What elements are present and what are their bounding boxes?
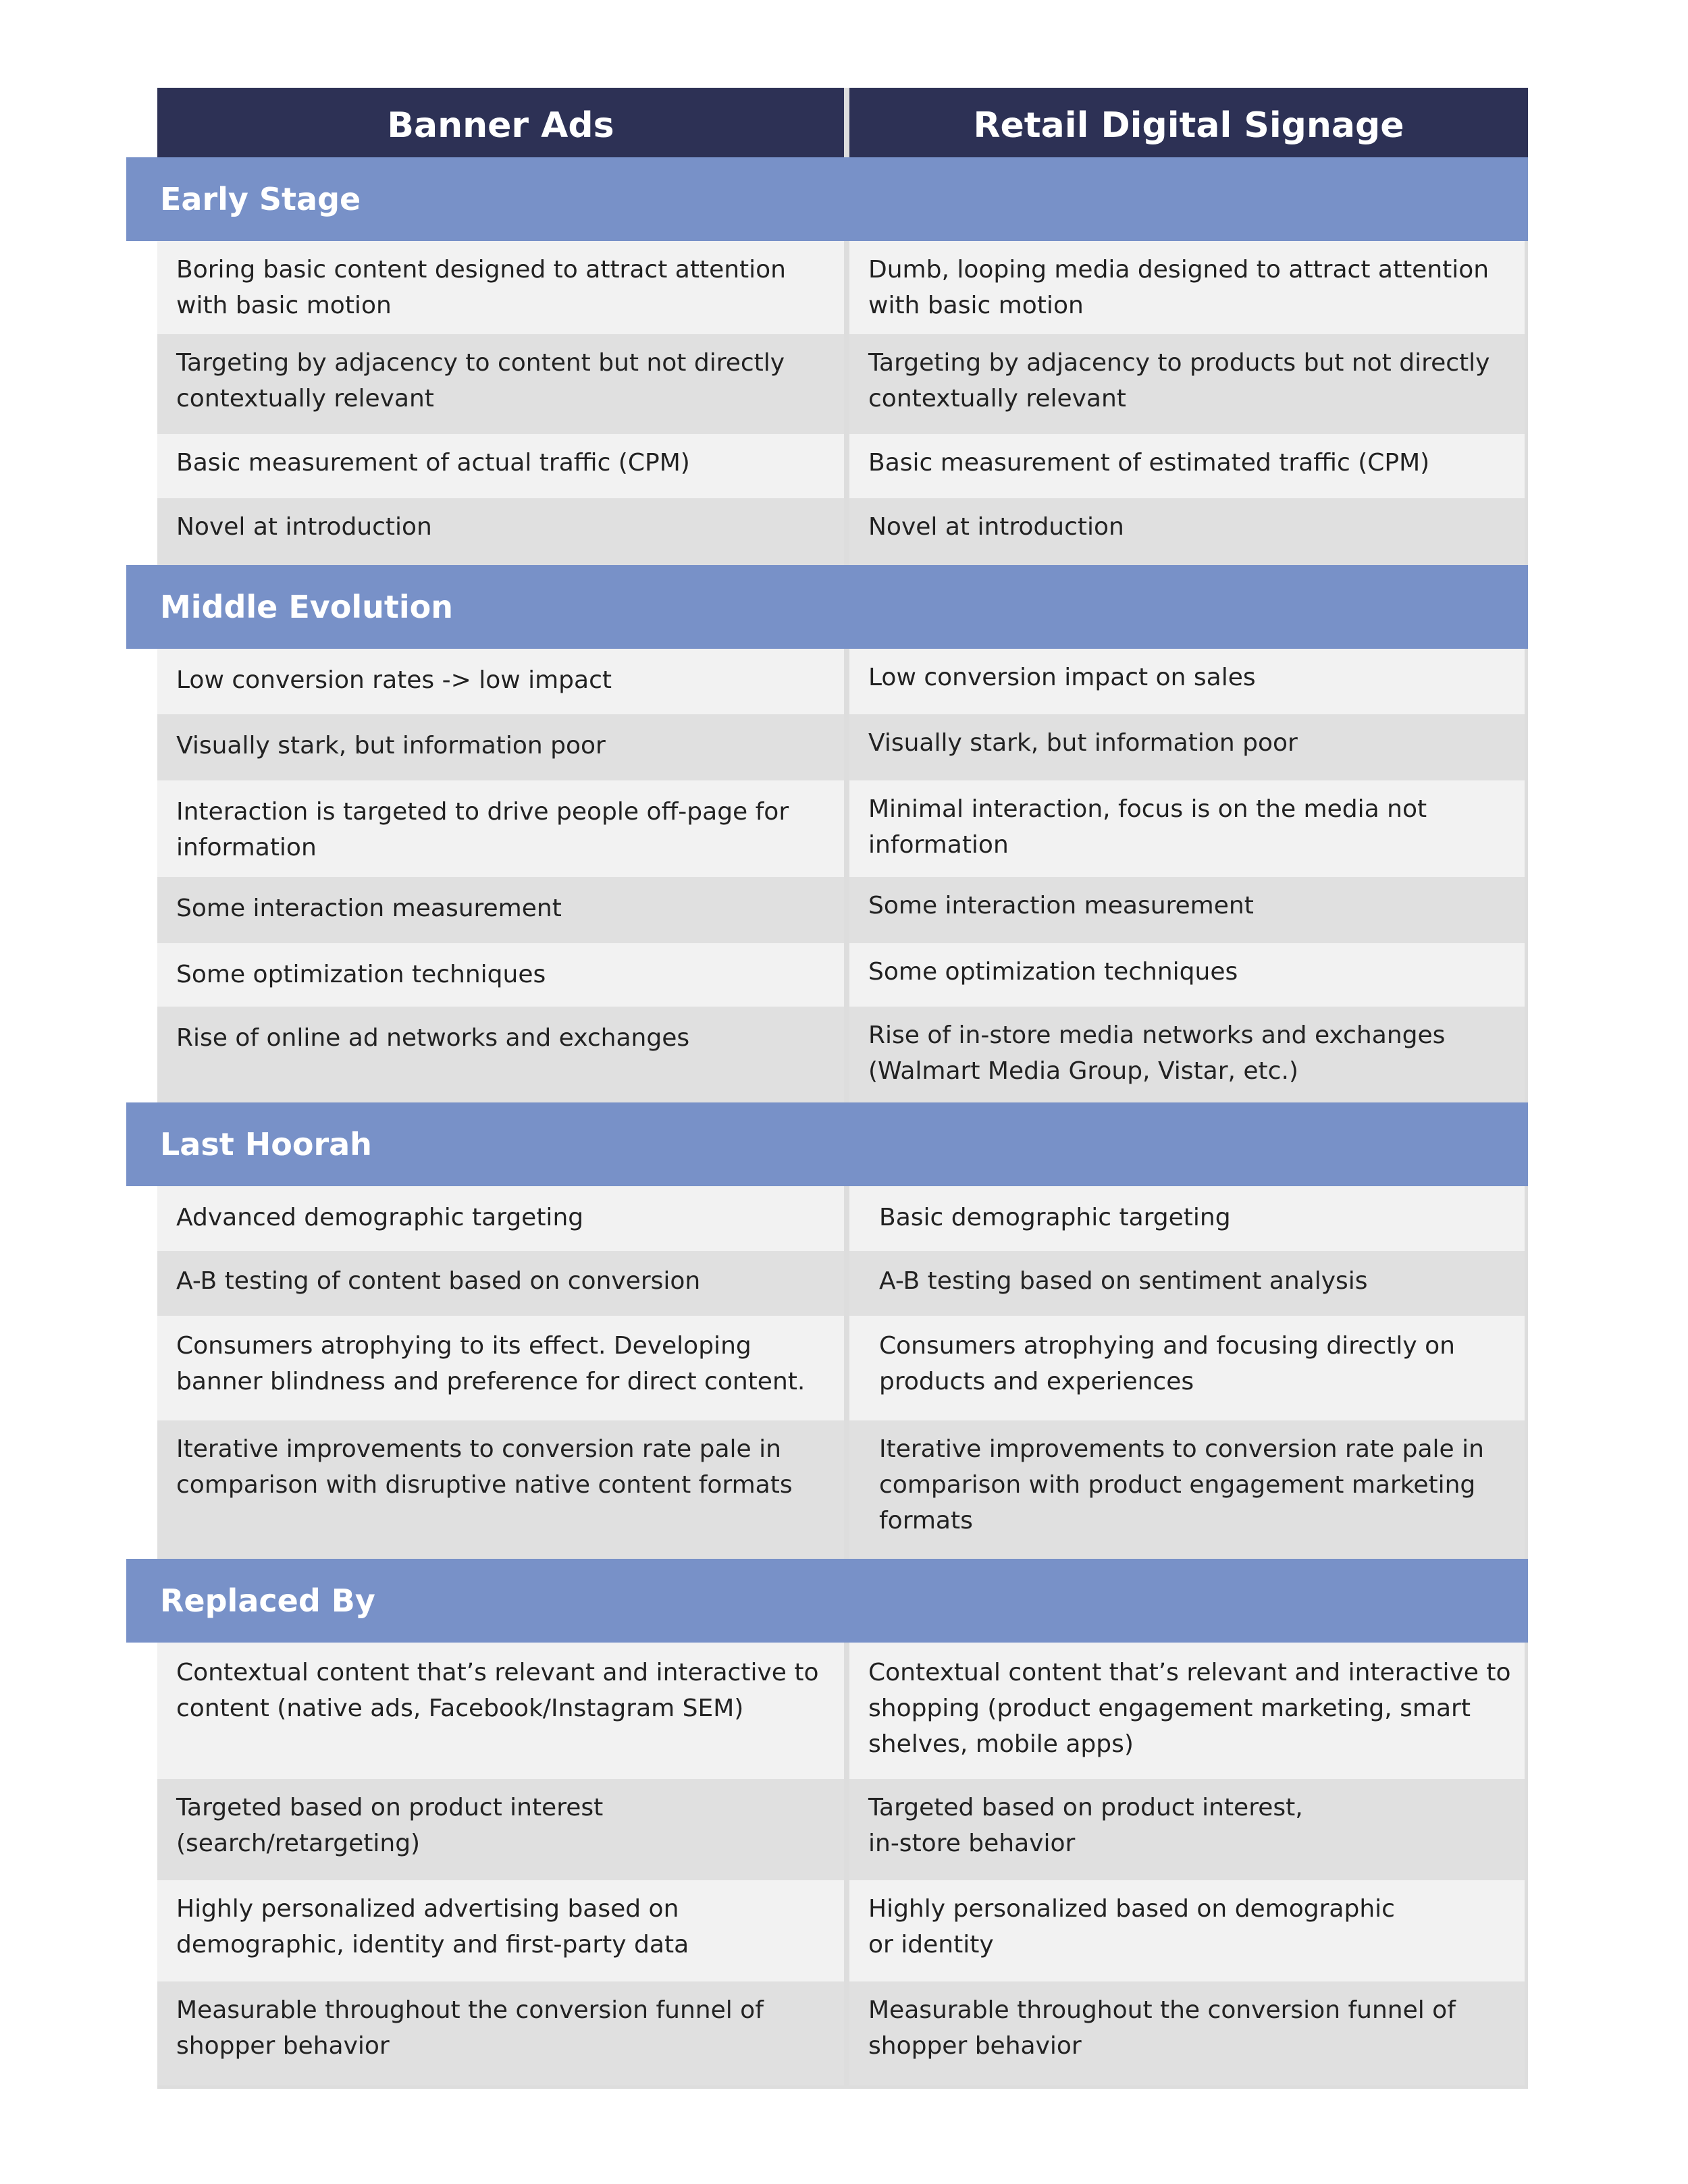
table-cell: Iterative improvements to conversion rate pale in comparison with disruptive native content formats <box>157 1420 844 1559</box>
table-cell: Low conversion rates -> low impact <box>157 649 844 714</box>
table-cell: Basic measurement of actual traffic (CPM) <box>157 434 844 498</box>
table-cell: Rise of in-store media networks and exchanges (Walmart Media Group, Vistar, etc.) <box>849 1007 1525 1102</box>
table-cell: Targeting by adjacency to products but not directly contextually relevant <box>849 334 1525 434</box>
table-cell: A-B testing based on sentiment analysis <box>849 1251 1525 1316</box>
table-cell: Interaction is targeted to drive people off-page for information <box>157 780 844 877</box>
table-cell: Visually stark, but information poor <box>157 714 844 780</box>
table-cell: Iterative improvements to conversion rate pale in comparison with product engagement marketing formats <box>849 1420 1525 1559</box>
column-header-banner-ads: Banner Ads <box>157 88 844 157</box>
table-cell: Some interaction measurement <box>849 877 1525 943</box>
table-cell: Visually stark, but information poor <box>849 714 1525 780</box>
table-cell: Novel at introduction <box>157 498 844 565</box>
table-cell: Dumb, looping media designed to attract attention with basic motion <box>849 241 1525 334</box>
section-header-last-hoorah: Last Hoorah <box>126 1102 1528 1186</box>
table-cell: Some interaction measurement <box>157 877 844 943</box>
table-cell: Consumers atrophying to its effect. Developing banner blindness and preference for direct content. <box>157 1316 844 1420</box>
table-cell: Advanced demographic targeting <box>157 1186 844 1251</box>
table-cell: Measurable throughout the conversion funnel of shopper behavior <box>157 1981 844 2085</box>
table-cell: Targeted based on product interest, in-store behavior <box>849 1779 1525 1880</box>
table-cell: Targeted based on product interest (search/retargeting) <box>157 1779 844 1880</box>
table-cell: Rise of online ad networks and exchanges <box>157 1007 844 1102</box>
section-header-early-stage: Early Stage <box>126 157 1528 241</box>
column-header-retail-digital-signage: Retail Digital Signage <box>849 88 1528 157</box>
table-cell: Highly personalized advertising based on demographic, identity and first-party data <box>157 1880 844 1981</box>
table-cell: Novel at introduction <box>849 498 1525 565</box>
table-cell: Minimal interaction, focus is on the media not information <box>849 780 1525 877</box>
table-cell: Basic demographic targeting <box>849 1186 1525 1251</box>
table-cell: Some optimization techniques <box>849 943 1525 1007</box>
section-header-middle-evolution: Middle Evolution <box>126 565 1528 649</box>
table-cell: Some optimization techniques <box>157 943 844 1007</box>
table-cell: Contextual content that’s relevant and interactive to shopping (product engagement marketing, smart shelves, mobile apps) <box>849 1643 1525 1779</box>
table-cell: Highly personalized based on demographic or identity <box>849 1880 1525 1981</box>
section-header-replaced-by: Replaced By <box>126 1559 1528 1643</box>
table-cell: Targeting by adjacency to content but not directly contextually relevant <box>157 334 844 434</box>
table-cell: Boring basic content designed to attract attention with basic motion <box>157 241 844 334</box>
table-cell: Measurable throughout the conversion funnel of shopper behavior <box>849 1981 1525 2085</box>
table-cell: Low conversion impact on sales <box>849 649 1525 714</box>
table-cell: Contextual content that’s relevant and interactive to content (native ads, Facebook/Instagram SEM) <box>157 1643 844 1779</box>
table-cell: Consumers atrophying and focusing directly on products and experiences <box>849 1316 1525 1420</box>
table-cell: A-B testing of content based on conversion <box>157 1251 844 1316</box>
table-cell: Basic measurement of estimated traffic (CPM) <box>849 434 1525 498</box>
